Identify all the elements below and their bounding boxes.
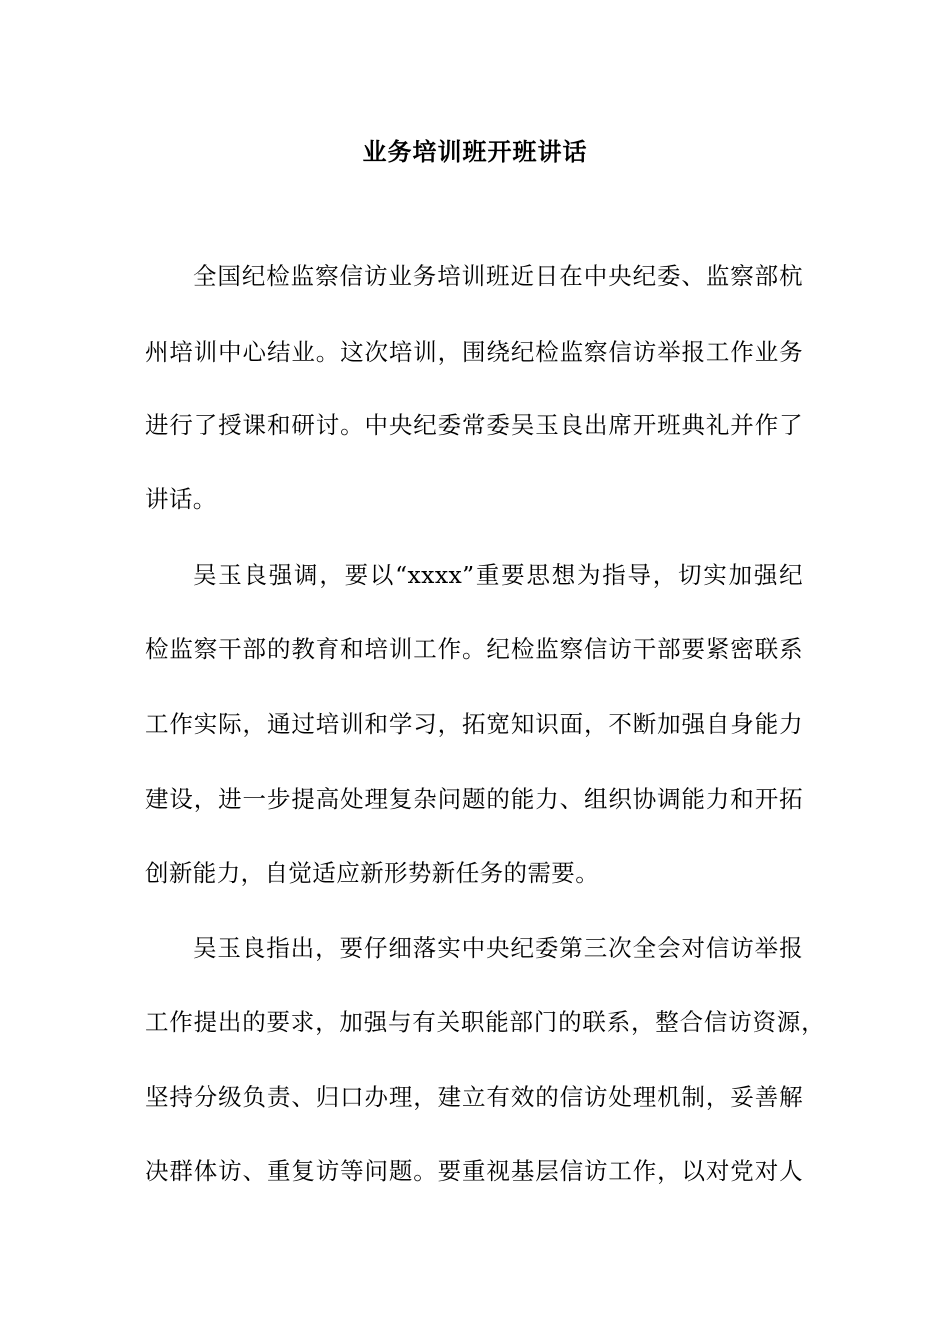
paragraph-1-line-1: 全国纪检监察信访业务培训班近日在中央纪委、监察部杭 (193, 262, 803, 290)
document-title: 业务培训班开班讲话 (362, 138, 588, 166)
paragraph-3-line-4: 决群体访、重复访等问题。要重视基层信访工作，以对党对人 (145, 1157, 803, 1185)
paragraph-3-line-3: 坚持分级负责、归口办理，建立有效的信访处理机制，妥善解 (145, 1083, 803, 1111)
paragraph-1-line-4: 讲话。 (145, 485, 217, 513)
paragraph-2-line-3: 工作实际，通过培训和学习，拓宽知识面，不断加强自身能力 (145, 710, 803, 738)
paragraph-1-line-3: 进行了授课和研讨。中央纪委常委吴玉良出席开班典礼并作了 (145, 411, 803, 439)
paragraph-2-line-5: 创新能力，自觉适应新形势新任务的需要。 (145, 859, 600, 887)
paragraph-3-line-2: 工作提出的要求，加强与有关职能部门的联系，整合信访资源， (145, 1008, 825, 1036)
paragraph-3-line-1: 吴玉良指出，要仔细落实中央纪委第三次全会对信访举报 (193, 934, 803, 962)
paragraph-1-line-2: 州培训中心结业。这次培训，围绕纪检监察信访举报工作业务 (145, 338, 803, 366)
paragraph-2-line-2: 检监察干部的教育和培训工作。纪检监察信访干部要紧密联系 (145, 635, 803, 663)
paragraph-2-line-1: 吴玉良强调，要以“xxxx”重要思想为指导，切实加强纪 (193, 561, 803, 589)
paragraph-2-line-4: 建设，进一步提高处理复杂问题的能力、组织协调能力和开拓 (145, 785, 803, 813)
